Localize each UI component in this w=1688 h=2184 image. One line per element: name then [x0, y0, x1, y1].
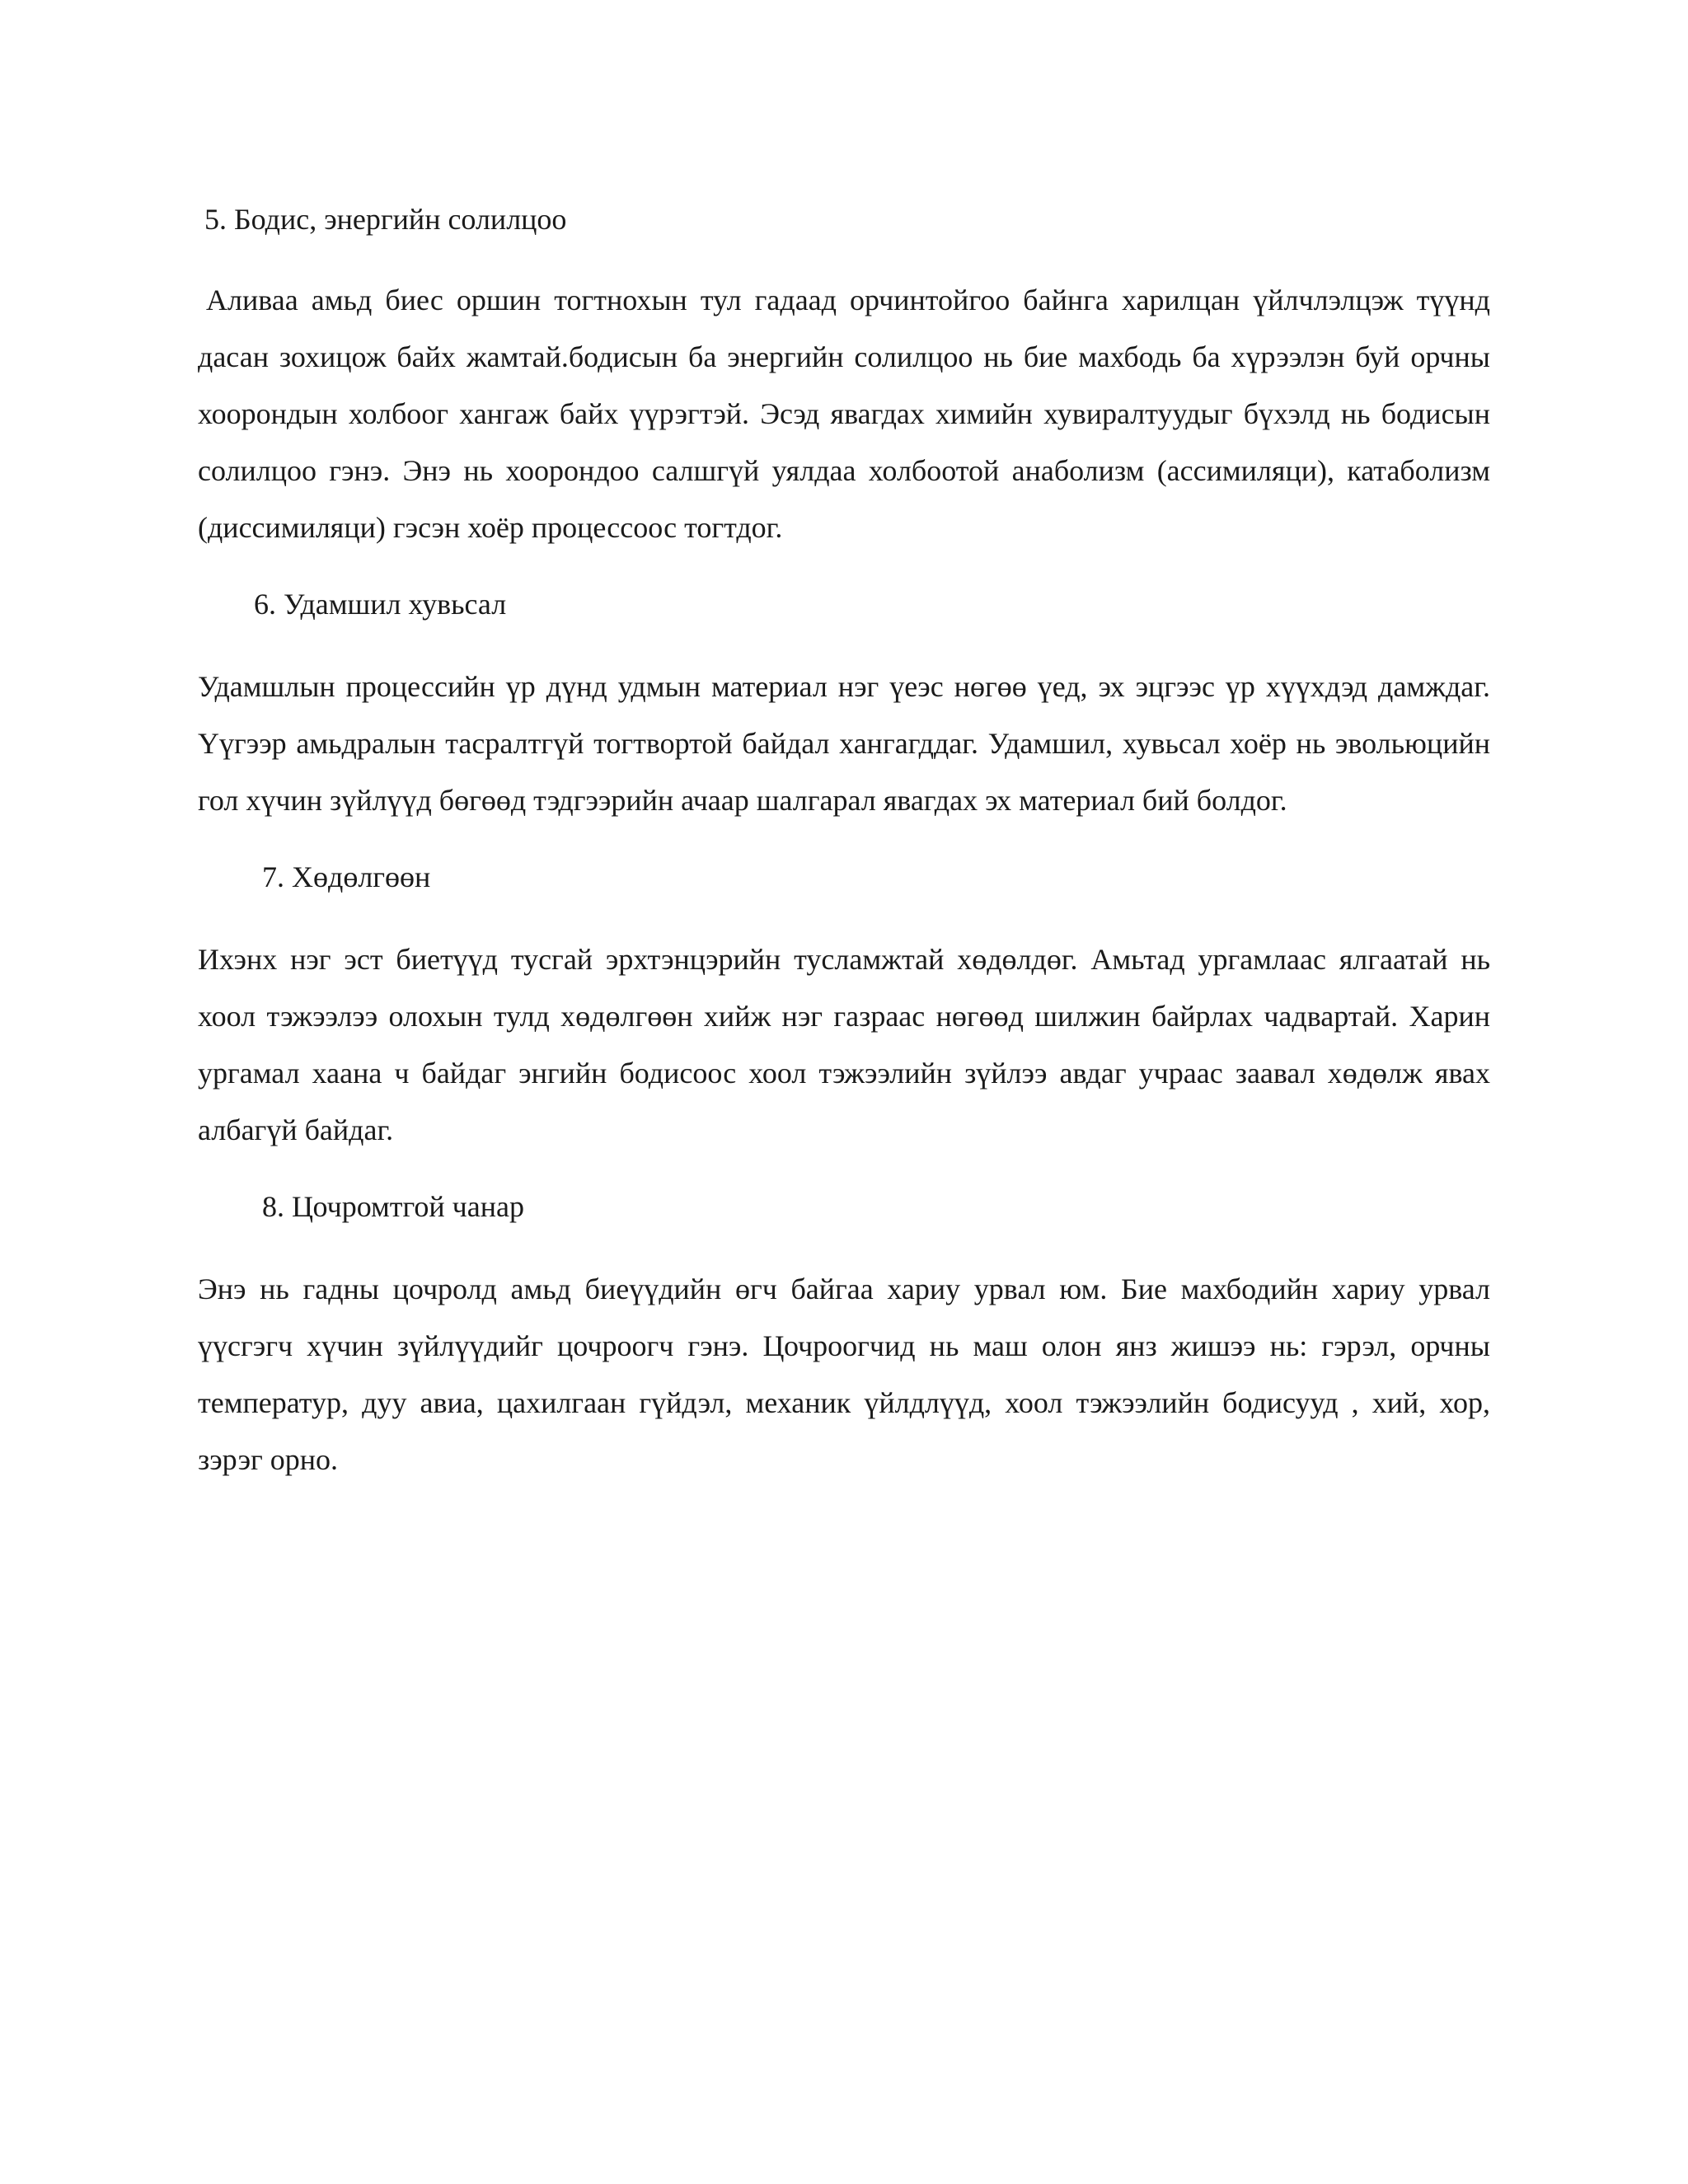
section-heading-8: 8. Цочромтгой чанар — [262, 1190, 524, 1223]
section-paragraph-5: Аливаа амьд биес оршин тогтнохын тул гадаад орчинтойгоо байнга харилцан үйлчлэлцэж түүнд дасан зохицож байх жамтай.бодисын ба энергийн солилцоо нь бие махбодь ба хүрээлэн буй орчны хоорондын холбоог хангаж байх үүрэгтэй. Эсэд явагдах химийн хувиралтуудыг бүхэлд нь бодисын солилцоо гэнэ. Энэ нь хоорондоо салшгүй уялдаа холбоотой анаболизм (ассимиляци), катаболизм (диссимиляци) гэсэн хоёр процессоос тогтдог. — [198, 284, 1490, 544]
section-heading-5: 5. Бодис, энергийн солилцоо — [204, 203, 567, 236]
section-heading-7: 7. Хөдөлгөөн — [262, 860, 431, 893]
section-paragraph-6: Удамшлын процессийн үр дүнд удмын материал нэг үеэс нөгөө үед, эх эцгээс үр хүүхдэд дамждаг. Үүгээр амьдралын тасралтгүй тогтвортой байдал хангагддаг. Удамшил, хувьсал хоёр нь эвольюцийн гол хүчин зүйлүүд бөгөөд тэдгээрийн ачаар шалгарал явагдах эх материал бий болдог. — [198, 670, 1490, 817]
section-paragraph-8: Энэ нь гадны цочролд амьд биеүүдийн өгч байгаа хариу урвал юм. Бие махбодийн хариу урвал үүсгэгч хүчин зүйлүүдийг цочроогч гэнэ. Цочроогчид нь маш олон янз жишээ нь: гэрэл, орчны температур, дуу авиа, цахилгаан гүйдэл, механик үйлдлүүд, хоол тэжээлийн бодисууд , хий, хор, зэрэг орно. — [198, 1272, 1490, 1476]
document-page — [198, 190, 1490, 1488]
section-paragraph-7: Ихэнх нэг эст биетүүд тусгай эрхтэнцэрийн тусламжтай хөдөлдөг. Амьтад ургамлаас ялгаатай нь хоол тэжээлээ олохын тулд хөдөлгөөн хийж нэг газраас нөгөөд шилжин байрлах чадвартай. Харин ургамал хаана ч байдаг энгийн бодисоос хоол тэжээлийн зүйлээ авдаг учраас заавал хөдөлж явах албагүй байдаг. — [198, 943, 1490, 1146]
section-heading-6: 6. Удамшил хувьсал — [254, 588, 507, 621]
